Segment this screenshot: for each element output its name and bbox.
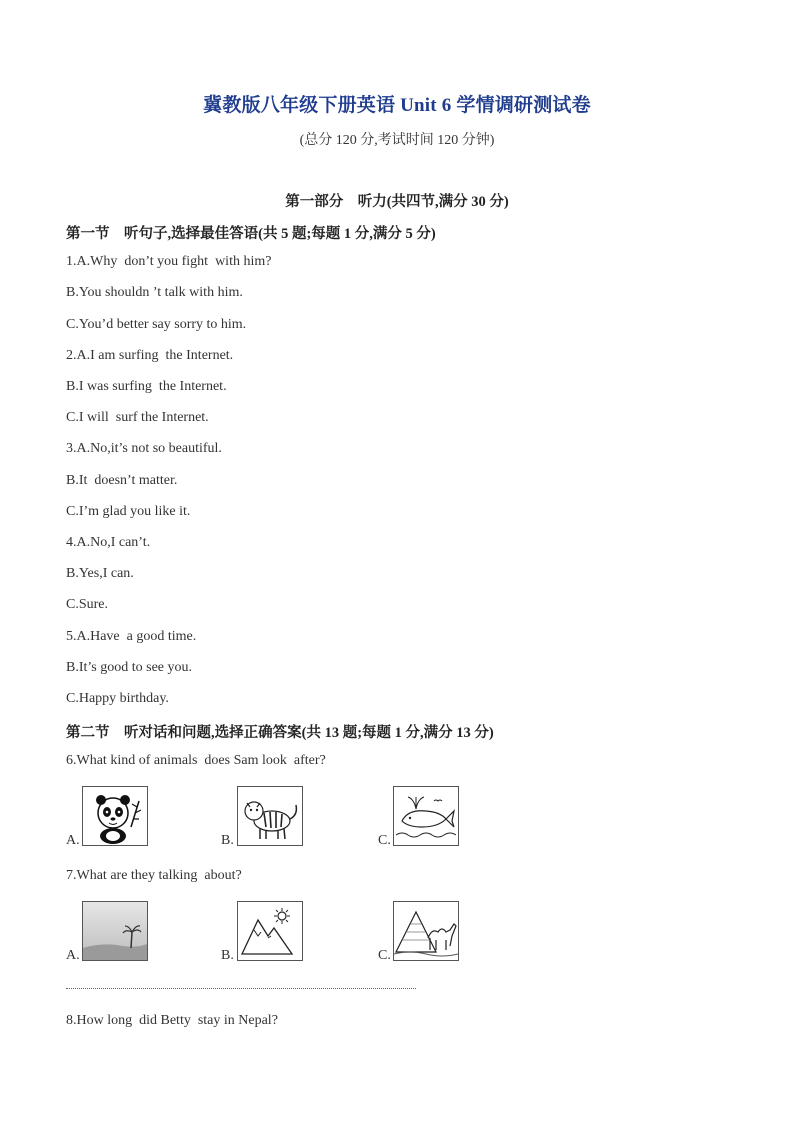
q3-option-a: 3.A.No,it’s not so beautiful.	[66, 441, 222, 456]
q7-option-a-label: A.	[66, 948, 80, 963]
part1-title: 第一部分 听力(共四节,满分 30 分)	[285, 194, 509, 210]
q7-option-c-label: C.	[378, 948, 391, 963]
q3-option-c: C.I’m glad you like it.	[66, 504, 191, 519]
q2-option-a: 2.A.I am surfing the Internet.	[66, 348, 234, 363]
q8-question: 8.How long did Betty stay in Nepal?	[66, 1013, 278, 1028]
q7-question: 7.What are they talking about?	[66, 868, 242, 883]
q1-option-c: C.You’d better say sorry to him.	[66, 317, 247, 332]
page-title: 冀教版八年级下册英语 Unit 6 学情调研测试卷	[203, 95, 591, 116]
dotted-divider	[66, 988, 416, 989]
q1-option-a: 1.A.Why don’t you fight with him?	[66, 254, 272, 269]
tiger-icon	[237, 786, 303, 846]
page-subtitle: (总分 120 分,考试时间 120 分钟)	[299, 133, 495, 148]
q4-option-a: 4.A.No,I can’t.	[66, 535, 151, 550]
q2-option-b: B.I was surfing the Internet.	[66, 379, 227, 394]
q6-option-b-label: B.	[221, 833, 234, 848]
section1-title: 第一节 听句子,选择最佳答语(共 5 题;每题 1 分,满分 5 分)	[66, 226, 436, 242]
q4-option-c: C.Sure.	[66, 597, 108, 612]
q3-option-b: B.It doesn’t matter.	[66, 473, 178, 488]
q4-option-b: B.Yes,I can.	[66, 566, 134, 581]
panda-icon	[82, 786, 148, 846]
section2-title: 第二节 听对话和问题,选择正确答案(共 13 题;每题 1 分,满分 13 分)	[66, 725, 494, 741]
q6-option-a-label: A.	[66, 833, 80, 848]
q5-option-b: B.It’s good to see you.	[66, 660, 192, 675]
q5-option-a: 5.A.Have a good time.	[66, 629, 197, 644]
whale-icon	[393, 786, 459, 846]
q7-option-b-label: B.	[221, 948, 234, 963]
desert-palm-icon	[82, 901, 148, 961]
mountain-sun-icon	[237, 901, 303, 961]
pyramid-camel-icon	[393, 901, 459, 961]
q5-option-c: C.Happy birthday.	[66, 691, 169, 706]
q2-option-c: C.I will surf the Internet.	[66, 410, 209, 425]
q1-option-b: B.You shouldn ’t talk with him.	[66, 285, 243, 300]
q6-question: 6.What kind of animals does Sam look after?	[66, 753, 326, 768]
q6-option-c-label: C.	[378, 833, 391, 848]
